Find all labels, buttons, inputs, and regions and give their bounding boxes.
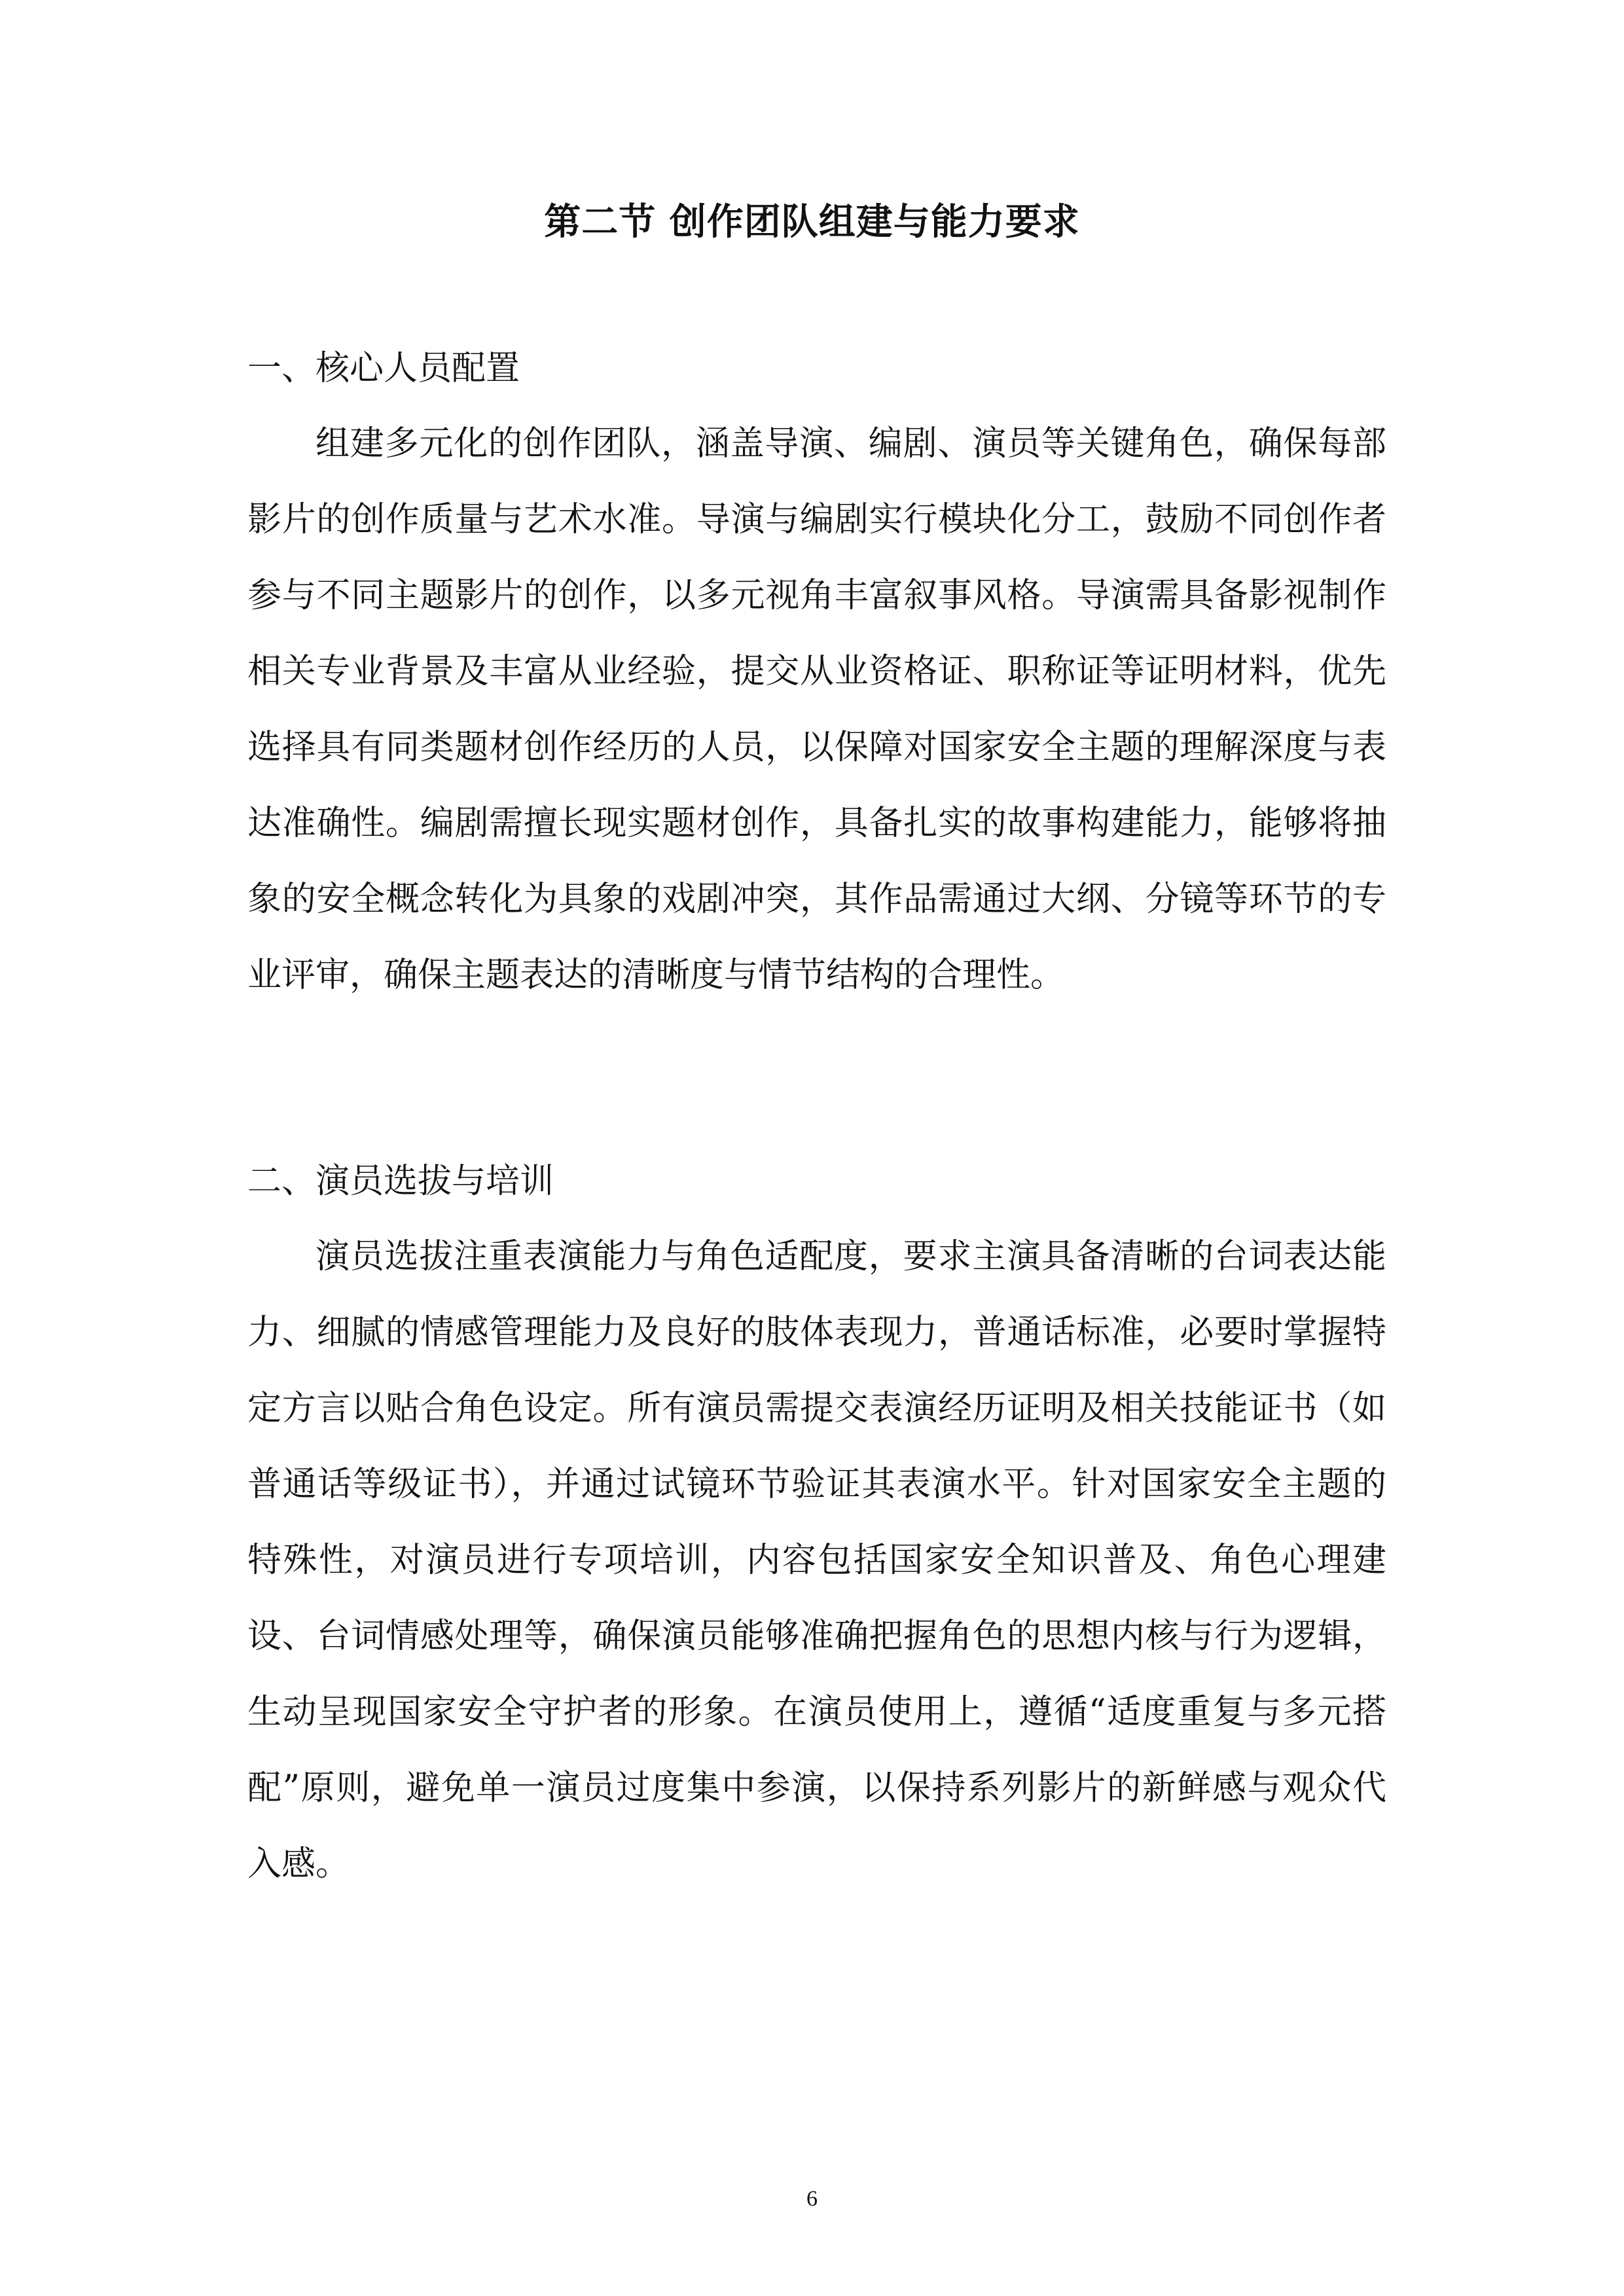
paragraph-core-staff: 组建多元化的创作团队，涵盖导演、编剧、演员等关键角色，确保每部影片的创作质量与艺术水准。导演与编剧实行模块化分工，鼓励不同创作者参与不同主题影片的创作，以多元视角丰富叙事风格。导演需具备影视制作相关专业背景及丰富从业经验，提交从业资格证、职称证等证明材料，优先选择具有同类题材创作经历的人员，以保障对国家安全主题的理解深度与表达准确性。编剧需擅长现实题材创作，具备扎实的故事构建能力，能够将抽象的安全概念转化为具象的戏剧冲突，其作品需通过大纲、分镜等环节的专业评审，确保主题表达的清晰度与情节结构的合理性。 (247, 424, 1386, 995)
page-number: 6 (806, 2187, 818, 2211)
subsection-heading-core-staff: 一、核心人员配置 (247, 349, 520, 388)
subsection-heading-actor-selection: 二、演员选拔与培训 (247, 1162, 554, 1201)
paragraph-actor-selection: 演员选拔注重表演能力与角色适配度，要求主演具备清晰的台词表达能力、细腻的情感管理能力及良好的肢体表现力，普通话标准，必要时掌握特定方言以贴合角色设定。所有演员需提交表演经历证明及相关技能证书（如普通话等级证书），并通过试镜环节验证其表演水平。针对国家安全主题的特殊性，对演员进行专项培训，内容包括国家安全知识普及、角色心理建设、台词情感处理等，确保演员能够准确把握角色的思想内核与行为逻辑，生动呈现国家安全守护者的形象。在演员使用上，遵循“适度重复与多元搭配”原则，避免单一演员过度集中参演，以保持系列影片的新鲜感与观众代入感。 (247, 1237, 1386, 1884)
section-title: 第二节 创作团队组建与能力要求 (544, 201, 1080, 243)
